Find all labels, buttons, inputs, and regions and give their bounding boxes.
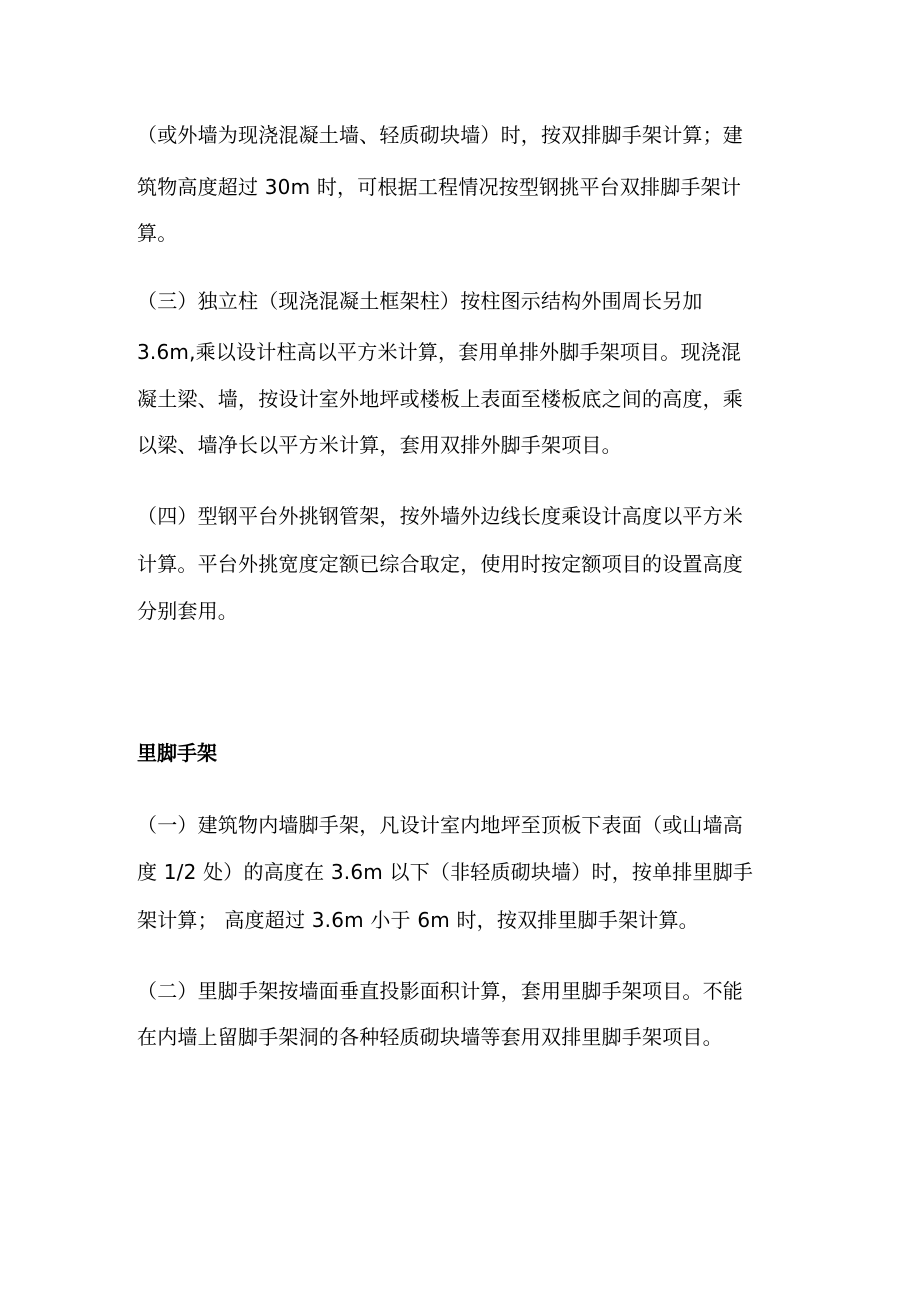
paragraph-line: 3.6m,乘以设计柱高以平方米计算，套用单排外脚手架项目。现浇混 (137, 340, 742, 364)
paragraph-line: 度 1/2 处）的高度在 3.6m 以下（非轻质砌块墙）时，按单排里脚手 (137, 860, 754, 884)
paragraph-line: 分别套用。 (137, 599, 238, 623)
paragraph-line: 以梁、墙净长以平方米计算，套用双排外脚手架项目。 (137, 433, 622, 457)
paragraph-line: 架计算； 高度超过 3.6m 小于 6m 时，按双排里脚手架计算。 (137, 908, 699, 932)
paragraph-line: （一）建筑物内墙脚手架，凡设计室内地坪至顶板下表面（或山墙高 (137, 813, 743, 837)
paragraph-line: （二）里脚手架按墙面垂直投影面积计算，套用里脚手架项目。不能 (137, 979, 743, 1003)
paragraph-line: 算。 (137, 221, 178, 245)
paragraph-line: （四）型钢平台外挑钢管架，按外墙外边线长度乘设计高度以平方米 (137, 504, 743, 528)
paragraph-line: （三）独立柱（现浇混凝土框架柱）按柱图示结构外围周长另加 (137, 289, 703, 313)
paragraph-line: 凝土梁、墙，按设计室外地坪或楼板上表面至楼板底之间的高度，乘 (137, 387, 743, 411)
paragraph-line: （或外墙为现浇混凝土墙、轻质砌块墙）时，按双排脚手架计算；建 (137, 123, 743, 147)
paragraph-line: 计算。平台外挑宽度定额已综合取定，使用时按定额项目的设置高度 (137, 552, 743, 576)
paragraph-line: 筑物高度超过 30m 时，可根据工程情况按型钢挑平台双排脚手架计 (137, 175, 742, 199)
paragraph-line: 在内墙上留脚手架洞的各种轻质砌块墙等套用双排里脚手架项目。 (137, 1025, 723, 1049)
section-heading: 里脚手架 (137, 741, 217, 765)
